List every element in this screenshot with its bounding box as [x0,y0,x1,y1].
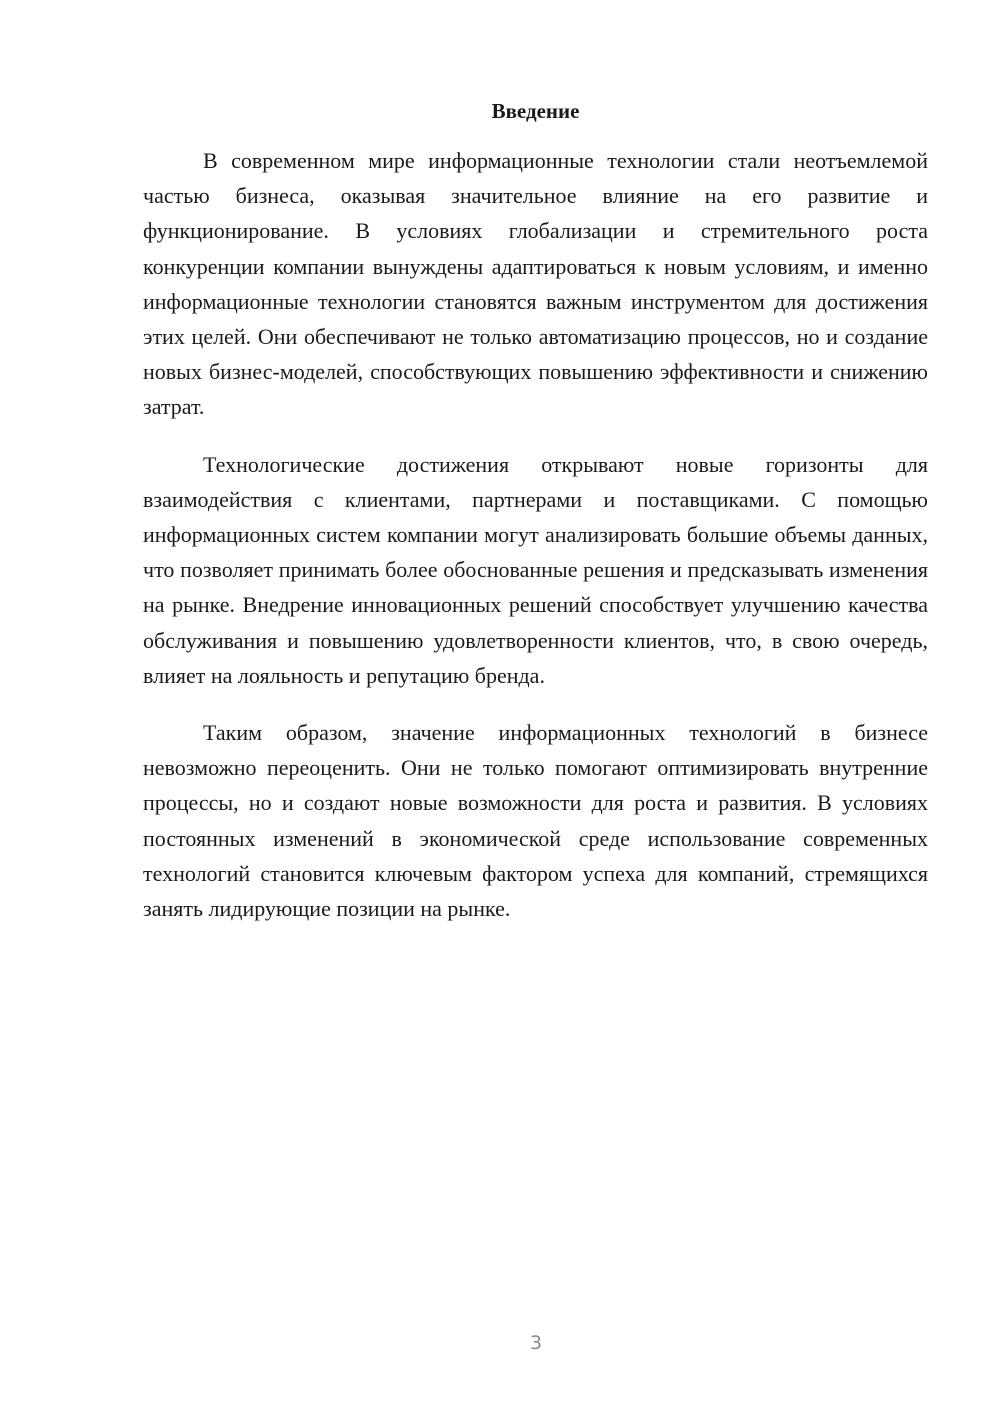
paragraph-1: В современном мире информационные технологии стали неотъемлемой частью бизнеса, оказывая значительное влияние на его развитие и функционирование. В условиях глобализации и стремительного роста конкуренции компании вынуждены адаптироваться к новым условиям, и именно информационные технологии становятся важным инструментом для достижения этих целей. Они обеспечивают не только автоматизацию процессов, но и создание новых бизнес-моделей, способствующих повышению эффективности и снижению затрат. [143,148,928,420]
paragraph-3: Таким образом, значение информационных технологий в бизнесе невозможно переоценить. Они не только помогают оптимизировать внутренние процессы, но и создают новые возможности для роста и развития. В условиях постоянных изменений в экономической среде использование современных технологий становится ключевым фактором успеха для компаний, стремящихся занять лидирующие позиции на рынке. [143,720,928,922]
paragraph-2: Технологические достижения открывают новые горизонты для взаимодействия с клиентами, партнерами и поставщиками. С помощью информационных систем компании могут анализировать большие объемы данных, что позволяет принимать более обоснованные решения и предсказывать изменения на рынке. Внедрение инновационных решений способствует улучшению качества обслуживания и повышению удовлетворенности клиентов, что, в свою очередь, влияет на лояльность и репутацию бренда. [143,451,928,688]
page-number: 3 [529,1332,543,1354]
section-title: Введение [491,99,580,123]
page-content [143,95,928,926]
